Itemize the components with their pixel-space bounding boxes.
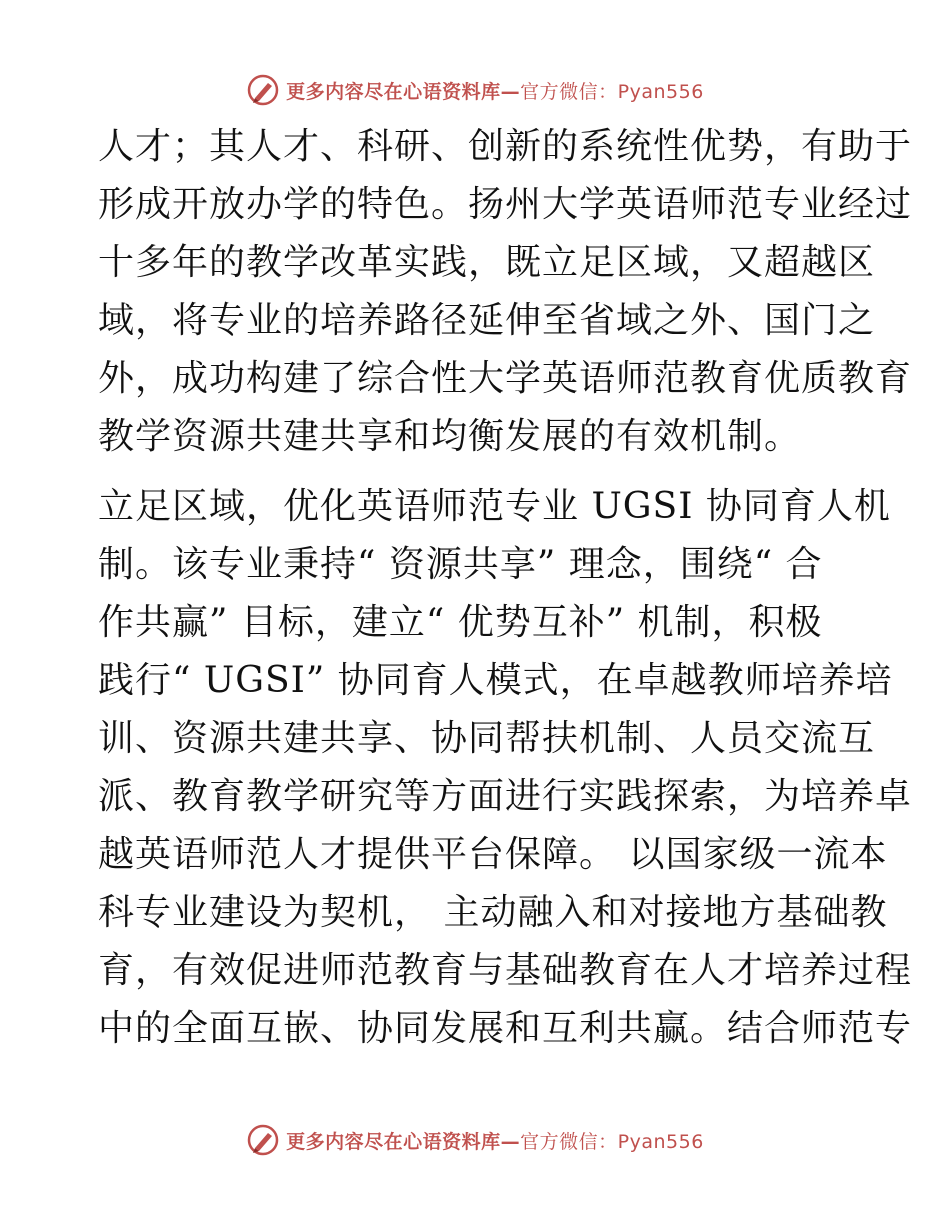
watermark-contact: 官方微信：Pyan556	[520, 1130, 704, 1153]
text-line: 外，成功构建了综合性大学英语师范教育优质教育	[98, 358, 913, 399]
text-line: 中的全面互嵌、协同发展和互利共赢。结合师范专	[98, 1008, 913, 1049]
text-line: 形成开放办学的特色。扬州大学英语师范专业经过	[98, 184, 913, 225]
watermark-brand: 更多内容尽在心语资料库	[286, 1130, 501, 1153]
watermark-separator: —	[500, 1130, 521, 1153]
text-line: 十多年的教学改革实践，既立足区域，又超越区	[98, 242, 876, 283]
watermark-text	[286, 77, 704, 104]
watermark-brand: 更多内容尽在心语资料库	[286, 80, 501, 103]
pen-logo-icon	[246, 1123, 280, 1157]
text-line: 训、资源共建共享、协同帮扶机制、人员交流互	[98, 718, 876, 759]
watermark-text	[286, 1127, 704, 1154]
paragraph-1	[98, 118, 913, 466]
watermark-contact: 官方微信：Pyan556	[520, 80, 704, 103]
text-line: 越英语师范人才提供平台保障。 以国家级一流本	[98, 834, 888, 875]
text-line: 域，将专业的培养路径延伸至省域之外、国门之	[98, 300, 876, 341]
paragraph-gap	[98, 466, 858, 478]
footer-watermark	[0, 1120, 950, 1160]
text-line: 科专业建设为契机， 主动融入和对接地方基础教	[98, 892, 888, 933]
text-line: 制。该专业秉持“ 资源共享” 理念，围绕“ 合	[98, 544, 823, 585]
text-line: 立足区域，优化英语师范专业 UGSI 协同育人机	[98, 486, 891, 527]
document-body	[98, 118, 913, 1058]
text-line: 作共赢” 目标，建立“ 优势互补” 机制，积极	[98, 602, 823, 643]
paragraph-2	[98, 478, 913, 1058]
text-line: 教学资源共建共享和均衡发展的有效机制。	[98, 416, 802, 457]
text-line: 践行“ UGSI” 协同育人模式，在卓越教师培养培	[98, 660, 893, 701]
header-watermark	[0, 70, 950, 110]
pen-logo-icon	[246, 73, 280, 107]
watermark-separator: —	[500, 80, 521, 103]
text-line: 派、教育教学研究等方面进行实践探索，为培养卓	[98, 776, 913, 817]
text-line: 育，有效促进师范教育与基础教育在人才培养过程	[98, 950, 913, 991]
text-line: 人才；其人才、科研、创新的系统性优势，有助于	[98, 126, 913, 167]
